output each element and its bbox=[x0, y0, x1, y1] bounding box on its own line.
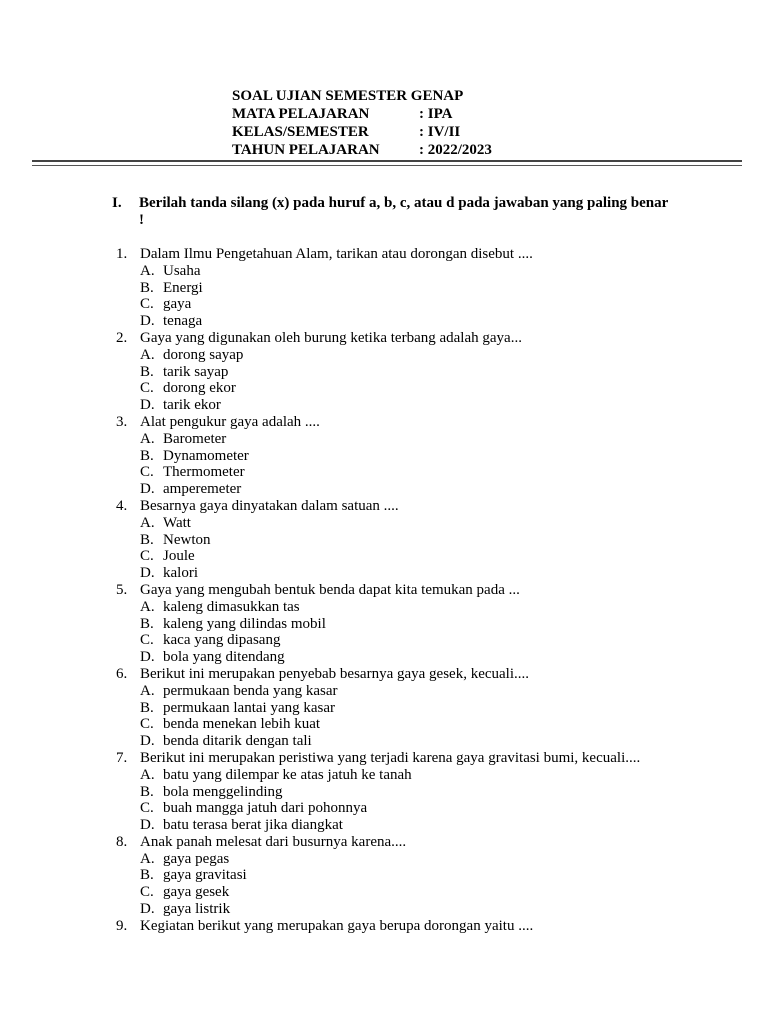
question-item bbox=[116, 582, 736, 666]
option-letter: D. bbox=[140, 313, 155, 330]
option-text: amperemeter bbox=[163, 481, 242, 498]
header-value: : IPA bbox=[419, 106, 453, 122]
header-row-subject bbox=[232, 105, 492, 123]
option-letter: A. bbox=[140, 766, 155, 783]
question-line bbox=[116, 834, 736, 851]
option-text: gaya listrik bbox=[163, 901, 231, 918]
answer-option bbox=[116, 481, 736, 498]
question-number: 3. bbox=[116, 413, 128, 430]
question-item bbox=[116, 330, 736, 414]
question-text: Gaya yang mengubah bentuk benda dapat kita temukan pada ... bbox=[140, 581, 520, 598]
option-letter: B. bbox=[140, 699, 154, 716]
option-letter: A. bbox=[140, 598, 155, 615]
answer-option bbox=[116, 649, 736, 666]
question-text: Berikut ini merupakan penyebab besarnya gaya gesek, kecuali.... bbox=[140, 665, 530, 682]
option-text: dorong ekor bbox=[163, 380, 236, 397]
question-number: 7. bbox=[116, 749, 128, 766]
option-letter: B. bbox=[140, 279, 154, 296]
question-line bbox=[116, 498, 736, 515]
option-text: kaca yang dipasang bbox=[163, 632, 281, 649]
question-line bbox=[116, 750, 736, 767]
option-letter: C. bbox=[140, 716, 154, 733]
answer-option bbox=[116, 632, 736, 649]
option-letter: A. bbox=[140, 682, 155, 699]
option-text: tarik ekor bbox=[163, 397, 221, 414]
question-item bbox=[116, 834, 736, 918]
option-letter: D. bbox=[140, 565, 155, 582]
option-text: gaya bbox=[163, 296, 192, 313]
answer-option bbox=[116, 599, 736, 616]
answer-option bbox=[116, 515, 736, 532]
option-letter: B. bbox=[140, 615, 154, 632]
question-line bbox=[116, 330, 736, 347]
question-number: 4. bbox=[116, 497, 128, 514]
header-key: TAHUN PELAJARAN bbox=[232, 142, 380, 158]
question-item bbox=[116, 498, 736, 582]
header-key: KELAS/SEMESTER bbox=[232, 124, 369, 140]
option-letter: B. bbox=[140, 867, 154, 884]
question-item bbox=[116, 666, 736, 750]
option-text: bola yang ditendang bbox=[163, 649, 285, 666]
option-letter: A. bbox=[140, 430, 155, 447]
answer-option bbox=[116, 548, 736, 565]
answer-option bbox=[116, 616, 736, 633]
answer-option bbox=[116, 347, 736, 364]
header-key: MATA PELAJARAN bbox=[232, 106, 370, 122]
question-line bbox=[116, 246, 736, 263]
option-letter: C. bbox=[140, 464, 154, 481]
option-letter: B. bbox=[140, 363, 154, 380]
answer-option bbox=[116, 767, 736, 784]
answer-option bbox=[116, 784, 736, 801]
instruction-text: Berilah tanda silang (x) pada huruf a, b, c, atau d pada jawaban yang paling benar ! bbox=[139, 195, 669, 228]
option-letter: B. bbox=[140, 531, 154, 548]
option-text: Usaha bbox=[163, 262, 201, 279]
question-list bbox=[116, 246, 736, 935]
option-text: dorong sayap bbox=[163, 346, 244, 363]
answer-option bbox=[116, 716, 736, 733]
option-text: kalori bbox=[163, 565, 198, 582]
section-instruction bbox=[112, 195, 672, 229]
option-letter: C. bbox=[140, 632, 154, 649]
option-text: tarik sayap bbox=[163, 363, 229, 380]
option-letter: C. bbox=[140, 884, 154, 901]
answer-option bbox=[116, 867, 736, 884]
answer-option bbox=[116, 901, 736, 918]
header-row-year bbox=[232, 141, 492, 159]
header-row-class bbox=[232, 123, 492, 141]
option-text: tenaga bbox=[163, 313, 203, 330]
option-letter: C. bbox=[140, 380, 154, 397]
option-text: gaya gesek bbox=[163, 884, 230, 901]
option-text: benda menekan lebih kuat bbox=[163, 716, 321, 733]
answer-option bbox=[116, 800, 736, 817]
option-letter: D. bbox=[140, 481, 155, 498]
option-letter: C. bbox=[140, 548, 154, 565]
option-letter: B. bbox=[140, 783, 154, 800]
exam-header bbox=[232, 87, 492, 159]
option-letter: A. bbox=[140, 514, 155, 531]
question-number: 5. bbox=[116, 581, 128, 598]
option-letter: A. bbox=[140, 346, 155, 363]
question-text: Gaya yang digunakan oleh burung ketika terbang adalah gaya... bbox=[140, 329, 522, 346]
option-text: Thermometer bbox=[163, 464, 245, 481]
question-text: Berikut ini merupakan peristiwa yang terjadi karena gaya gravitasi bumi, kecuali.... bbox=[140, 749, 641, 766]
question-number: 9. bbox=[116, 917, 128, 934]
question-number: 6. bbox=[116, 665, 128, 682]
answer-option bbox=[116, 817, 736, 834]
question-line bbox=[116, 918, 736, 935]
answer-option bbox=[116, 683, 736, 700]
option-letter: C. bbox=[140, 296, 154, 313]
question-line bbox=[116, 414, 736, 431]
question-text: Besarnya gaya dinyatakan dalam satuan .... bbox=[140, 497, 399, 514]
header-divider-thin bbox=[32, 165, 742, 166]
question-item bbox=[116, 246, 736, 330]
header-divider-thick bbox=[32, 160, 742, 162]
option-text: bola menggelinding bbox=[163, 783, 283, 800]
exam-title: SOAL UJIAN SEMESTER GENAP bbox=[232, 88, 464, 104]
question-text: Anak panah melesat dari busurnya karena.... bbox=[140, 833, 407, 850]
option-text: Dynamometer bbox=[163, 447, 249, 464]
option-text: batu terasa berat jika diangkat bbox=[163, 817, 343, 834]
option-letter: D. bbox=[140, 901, 155, 918]
question-item bbox=[116, 414, 736, 498]
question-item bbox=[116, 750, 736, 834]
question-item bbox=[116, 918, 736, 935]
question-number: 2. bbox=[116, 329, 128, 346]
answer-option bbox=[116, 431, 736, 448]
answer-option bbox=[116, 263, 736, 280]
question-text: Alat pengukur gaya adalah .... bbox=[140, 413, 320, 430]
option-text: permukaan benda yang kasar bbox=[163, 682, 338, 699]
answer-option bbox=[116, 733, 736, 750]
option-text: kaleng dimasukkan tas bbox=[163, 598, 300, 615]
answer-option bbox=[116, 280, 736, 297]
option-letter: A. bbox=[140, 850, 155, 867]
option-letter: C. bbox=[140, 800, 154, 817]
option-letter: D. bbox=[140, 397, 155, 414]
option-text: permukaan lantai yang kasar bbox=[163, 699, 336, 716]
answer-option bbox=[116, 364, 736, 381]
option-text: gaya pegas bbox=[163, 850, 230, 867]
option-letter: D. bbox=[140, 649, 155, 666]
option-text: benda ditarik dengan tali bbox=[163, 733, 312, 750]
option-letter: D. bbox=[140, 733, 155, 750]
option-text: kaleng yang dilindas mobil bbox=[163, 615, 326, 632]
question-line bbox=[116, 666, 736, 683]
option-text: Watt bbox=[163, 514, 191, 531]
answer-option bbox=[116, 565, 736, 582]
option-text: batu yang dilempar ke atas jatuh ke tanah bbox=[163, 766, 412, 783]
answer-option bbox=[116, 397, 736, 414]
section-number: I. bbox=[112, 195, 122, 211]
question-text: Kegiatan berikut yang merupakan gaya berupa dorongan yaitu .... bbox=[140, 917, 534, 934]
option-letter: D. bbox=[140, 817, 155, 834]
header-value: : IV/II bbox=[419, 124, 461, 140]
question-number: 1. bbox=[116, 246, 128, 262]
option-text: buah mangga jatuh dari pohonnya bbox=[163, 800, 368, 817]
answer-option bbox=[116, 532, 736, 549]
option-text: Newton bbox=[163, 531, 211, 548]
option-text: Barometer bbox=[163, 430, 227, 447]
answer-option bbox=[116, 884, 736, 901]
option-text: gaya gravitasi bbox=[163, 867, 247, 884]
answer-option bbox=[116, 700, 736, 717]
answer-option bbox=[116, 448, 736, 465]
option-text: Energi bbox=[163, 279, 203, 296]
question-number: 8. bbox=[116, 833, 128, 850]
answer-option bbox=[116, 313, 736, 330]
answer-option bbox=[116, 851, 736, 868]
option-letter: B. bbox=[140, 447, 154, 464]
answer-option bbox=[116, 296, 736, 313]
header-value: : 2022/2023 bbox=[419, 142, 492, 158]
question-line bbox=[116, 582, 736, 599]
option-text: Joule bbox=[163, 548, 195, 565]
question-text: Dalam Ilmu Pengetahuan Alam, tarikan atau dorongan disebut .... bbox=[140, 246, 533, 262]
option-letter: A. bbox=[140, 262, 155, 279]
answer-option bbox=[116, 464, 736, 481]
answer-option bbox=[116, 380, 736, 397]
